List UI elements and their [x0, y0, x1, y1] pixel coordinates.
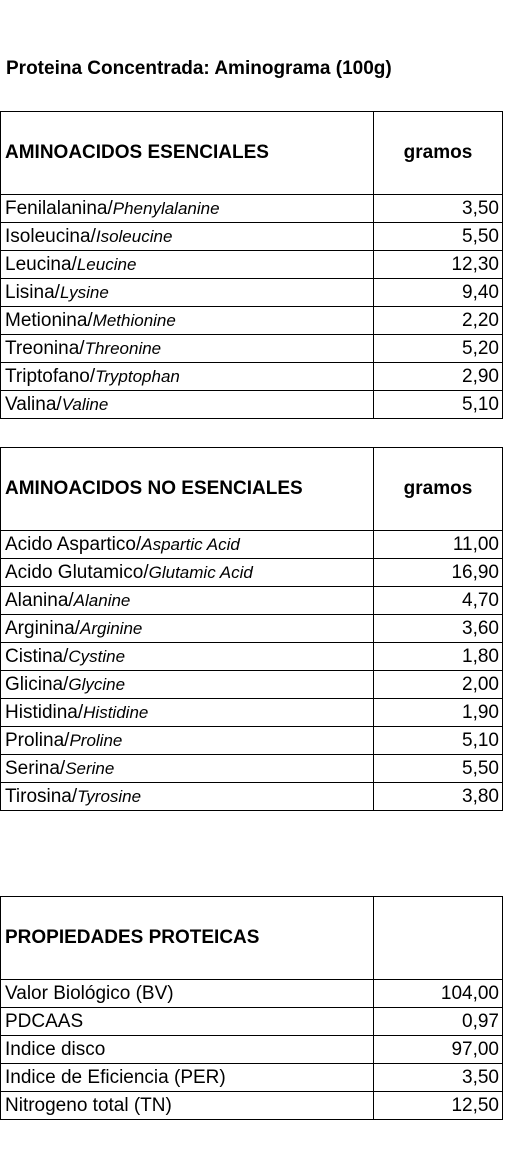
amino-name-cell: Glicina/Glycine	[1, 671, 374, 699]
grams-value: 5,10	[374, 727, 503, 755]
grams-value: 2,00	[374, 671, 503, 699]
table-row	[1, 671, 503, 699]
table-row	[1, 783, 503, 811]
amino-name-cell: Metionina/Methionine	[1, 307, 374, 335]
spanish-name: Histidina	[5, 702, 78, 723]
table-header-row	[1, 897, 503, 980]
english-name: Alanine	[73, 591, 131, 610]
section-header: AMINOACIDOS ESENCIALES	[1, 112, 374, 195]
property-value: 12,50	[374, 1092, 503, 1120]
table-row	[1, 1064, 503, 1092]
grams-value: 12,30	[374, 251, 503, 279]
unit-header	[374, 897, 503, 980]
section-header: PROPIEDADES PROTEICAS	[1, 897, 374, 980]
grams-value: 16,90	[374, 559, 503, 587]
english-name: Aspartic Acid	[141, 535, 240, 554]
spanish-name: Lisina	[5, 282, 55, 303]
amino-name-cell: Lisina/Lysine	[1, 279, 374, 307]
property-name: Valor Biológico (BV)	[1, 980, 374, 1008]
amino-name-cell: Acido Aspartico/Aspartic Acid	[1, 531, 374, 559]
table-row	[1, 699, 503, 727]
english-name: Threonine	[84, 339, 162, 358]
essential-amino-acids-table	[0, 111, 503, 419]
spanish-name: Tirosina	[5, 786, 72, 807]
amino-name-cell: Treonina/Threonine	[1, 335, 374, 363]
unit-header: gramos	[374, 112, 503, 195]
grams-value: 5,50	[374, 223, 503, 251]
spanish-name: Cistina	[5, 646, 64, 667]
property-name: PDCAAS	[1, 1008, 374, 1036]
table-header-row	[1, 112, 503, 195]
english-name: Tyrosine	[77, 787, 142, 806]
property-value: 97,00	[374, 1036, 503, 1064]
table-row	[1, 755, 503, 783]
table-row	[1, 1036, 503, 1064]
table-row	[1, 223, 503, 251]
property-name: Indice de Eficiencia (PER)	[1, 1064, 374, 1092]
english-name: Serine	[65, 759, 115, 778]
spanish-name: Acido Aspartico	[5, 534, 136, 555]
table-row	[1, 391, 503, 419]
spanish-name: Triptofano	[5, 366, 90, 387]
table-row	[1, 335, 503, 363]
amino-name-cell: Valina/Valine	[1, 391, 374, 419]
property-name: Nitrogeno total (TN)	[1, 1092, 374, 1120]
grams-value: 3,80	[374, 783, 503, 811]
grams-value: 2,20	[374, 307, 503, 335]
spanish-name: Prolina	[5, 730, 65, 751]
english-name: Histidine	[83, 703, 149, 722]
english-name: Tryptophan	[95, 367, 180, 386]
amino-name-cell: Serina/Serine	[1, 755, 374, 783]
spanish-name: Valina	[5, 394, 57, 415]
spanish-name: Metionina	[5, 310, 88, 331]
protein-properties-table	[0, 896, 503, 1120]
english-name: Leucine	[76, 255, 137, 274]
amino-name-cell: Alanina/Alanine	[1, 587, 374, 615]
document-title: Proteina Concentrada: Aminograma (100g)	[6, 58, 392, 79]
english-name: Isoleucine	[95, 227, 173, 246]
table-row	[1, 195, 503, 223]
amino-name-cell: Fenilalanina/Phenylalanine	[1, 195, 374, 223]
grams-value: 9,40	[374, 279, 503, 307]
non-essential-amino-acids-table	[0, 447, 503, 811]
spanish-name: Alanina	[5, 590, 69, 611]
spanish-name: Fenilalanina	[5, 198, 108, 219]
spanish-name: Treonina	[5, 338, 80, 359]
grams-value: 11,00	[374, 531, 503, 559]
grams-value: 5,50	[374, 755, 503, 783]
table-row	[1, 727, 503, 755]
amino-name-cell: Arginina/Arginine	[1, 615, 374, 643]
english-name: Cystine	[68, 647, 126, 666]
amino-name-cell: Acido Glutamico/Glutamic Acid	[1, 559, 374, 587]
grams-value: 2,90	[374, 363, 503, 391]
amino-name-cell: Triptofano/Tryptophan	[1, 363, 374, 391]
spanish-name: Glicina	[5, 674, 64, 695]
amino-name-cell: Leucina/Leucine	[1, 251, 374, 279]
table-row	[1, 643, 503, 671]
property-value: 0,97	[374, 1008, 503, 1036]
grams-value: 5,10	[374, 391, 503, 419]
grams-value: 5,20	[374, 335, 503, 363]
table-row	[1, 1008, 503, 1036]
table-row	[1, 980, 503, 1008]
property-value: 3,50	[374, 1064, 503, 1092]
table-header-row	[1, 448, 503, 531]
table-row	[1, 251, 503, 279]
grams-value: 4,70	[374, 587, 503, 615]
english-name: Valine	[61, 395, 109, 414]
amino-name-cell: Tirosina/Tyrosine	[1, 783, 374, 811]
grams-value: 3,60	[374, 615, 503, 643]
table-row	[1, 587, 503, 615]
amino-name-cell: Isoleucina/Isoleucine	[1, 223, 374, 251]
english-name: Glycine	[68, 675, 126, 694]
amino-name-cell: Prolina/Proline	[1, 727, 374, 755]
grams-value: 3,50	[374, 195, 503, 223]
english-name: Arginine	[80, 619, 143, 638]
spanish-name: Serina	[5, 758, 60, 779]
table-row	[1, 307, 503, 335]
property-name: Indice disco	[1, 1036, 374, 1064]
english-name: Proline	[69, 731, 123, 750]
amino-name-cell: Histidina/Histidine	[1, 699, 374, 727]
grams-value: 1,80	[374, 643, 503, 671]
amino-name-cell: Cistina/Cystine	[1, 643, 374, 671]
table-row	[1, 531, 503, 559]
table-row	[1, 559, 503, 587]
spanish-name: Acido Glutamico	[5, 562, 144, 583]
table-row	[1, 363, 503, 391]
table-row	[1, 279, 503, 307]
table-row	[1, 1092, 503, 1120]
english-name: Methionine	[92, 311, 176, 330]
grams-value: 1,90	[374, 699, 503, 727]
table-row	[1, 615, 503, 643]
english-name: Phenylalanine	[112, 199, 220, 218]
spanish-name: Leucina	[5, 254, 72, 275]
english-name: Lysine	[59, 283, 109, 302]
property-value: 104,00	[374, 980, 503, 1008]
spanish-name: Isoleucina	[5, 226, 91, 247]
unit-header: gramos	[374, 448, 503, 531]
section-header: AMINOACIDOS NO ESENCIALES	[1, 448, 374, 531]
english-name: Glutamic Acid	[148, 563, 253, 582]
spanish-name: Arginina	[5, 618, 75, 639]
